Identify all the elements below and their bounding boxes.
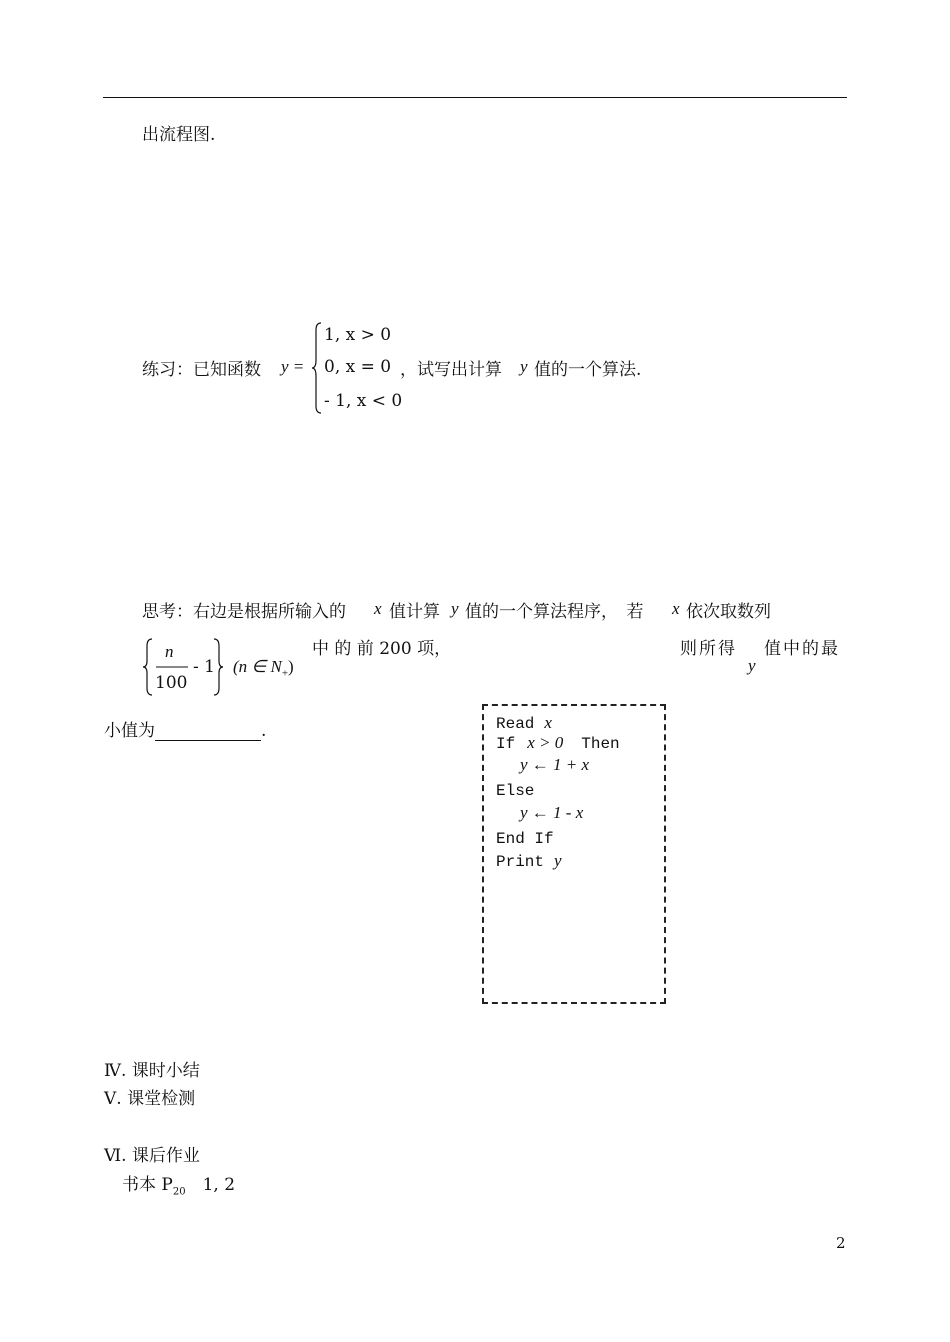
thinking-var-x-2: x	[672, 599, 680, 618]
program-line-y-minus: y ← 1 - x	[520, 803, 584, 822]
section-summary: Ⅳ. 课时小结	[104, 1061, 200, 1081]
program-line-y-plus: y ← 1 + x	[520, 755, 590, 774]
section-check: Ⅴ. 课堂检测	[104, 1089, 196, 1109]
piecewise-case-2: 0, x = 0	[324, 357, 392, 377]
sequence-minus-one: - 1	[193, 657, 215, 677]
sequence-condition: (n ∈ $N_+$)	[233, 657, 294, 680]
thinking-part-1: 思考：右边是根据所输入的	[142, 602, 346, 622]
piecewise-case-1: 1, x > 0	[324, 325, 392, 345]
section-homework: Ⅵ. 课后作业	[104, 1146, 200, 1166]
exercise-func-lhs: y =	[281, 357, 305, 376]
answer-blank[interactable]	[155, 722, 261, 741]
thinking-part-2: 值计算	[389, 602, 440, 622]
exercise-label: 练习：已知函数	[142, 360, 261, 380]
program-line-read: Read x	[496, 713, 552, 733]
piecewise-case-3: - 1, x < 0	[324, 391, 403, 411]
piecewise-brace	[312, 322, 322, 414]
thinking-var-x: x	[374, 599, 382, 618]
program-line-end-if: End If	[496, 830, 554, 848]
thinking-line-2: 小值为 .	[104, 721, 267, 741]
sequence-denominator: 100	[155, 673, 188, 693]
header-rule	[103, 97, 847, 98]
program-line-if: If x > 0 Then	[496, 733, 620, 753]
exercise-tail-1: ，试写出计算	[400, 360, 502, 380]
thinking-mid-text: 中 的 前 200 项，	[312, 639, 452, 659]
thinking-part-3: 值的一个算法程序， 若	[465, 602, 644, 622]
thinking-right-a: 则所得	[680, 639, 737, 659]
thinking-part-4: 依次取数列	[686, 602, 771, 622]
page-number: 2	[836, 1234, 846, 1252]
continuation-text: 出流程图.	[142, 125, 216, 145]
homework-detail: 书本 $P_{20}$ 1, 2	[122, 1175, 236, 1198]
program-line-else: Else	[496, 782, 535, 800]
exercise-var-y: y	[520, 357, 528, 376]
program-line-print: Print y	[496, 851, 562, 871]
sequence-numerator: n	[165, 642, 174, 661]
exercise-tail-2: 值的一个算法.	[534, 360, 642, 380]
thinking-var-y: y	[451, 599, 459, 618]
thinking-right-b: 值中的最	[764, 639, 840, 659]
thinking-right-y: y	[748, 656, 756, 675]
